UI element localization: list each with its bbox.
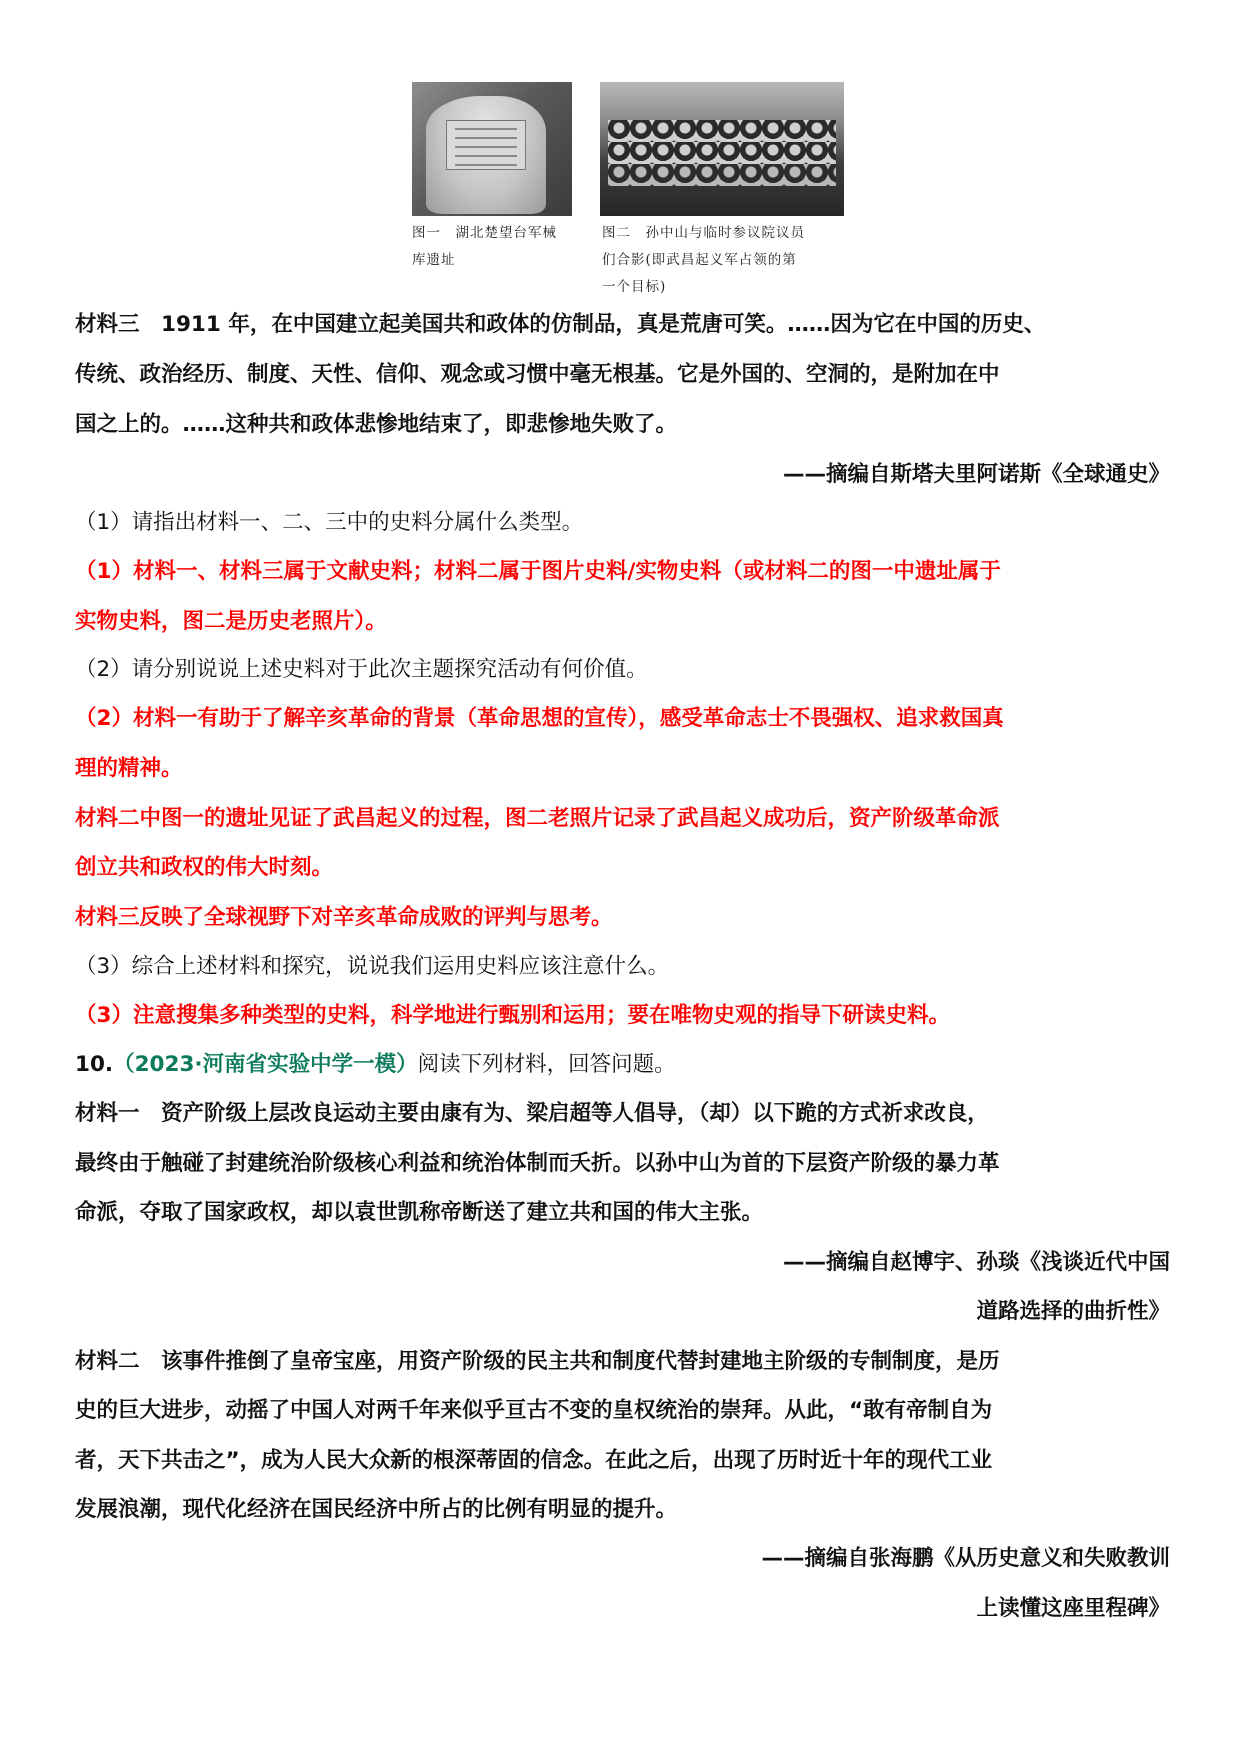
q1-answer-line1: （1）材料一、材料三属于文献史料；材料二属于图片史料/实物史料（或材料二的图一中遗址属于 xyxy=(75,559,1001,584)
monument-plaque xyxy=(446,120,526,170)
material3-line1: 材料三 1911 年，在中国建立起美国共和政体的仿制品，真是荒唐可笑。……因为它在中国的历史、 xyxy=(75,312,1046,337)
group-photo xyxy=(600,82,844,216)
q2-question: （2）请分别说说上述史料对于此次主题探究活动有何价值。 xyxy=(75,657,648,682)
q10-m1-line3: 命派，夺取了国家政权，却以袁世凯称帝断送了建立共和国的伟大主张。 xyxy=(75,1200,764,1225)
material3-source: ——摘编自斯塔夫里阿诺斯《全球通史》 xyxy=(782,462,1170,487)
q2-answer-line5: 材料三反映了全球视野下对辛亥革命成败的评判与思考。 xyxy=(75,905,613,930)
material3-line2: 传统、政治经历、制度、天性、信仰、观念或习惯中毫无根基。它是外国的、空洞的，是附加在中 xyxy=(75,362,1000,387)
q10-m2-source1: ——摘编自张海鹏《从历史意义和失败教训 xyxy=(761,1546,1170,1571)
q1-answer-line2: 实物史料，图二是历史老照片）。 xyxy=(75,609,387,634)
figures-block xyxy=(412,82,848,302)
q10-source-tag: （2023·河南省实验中学一模） xyxy=(113,1052,418,1077)
material3-line3: 国之上的。……这种共和政体悲惨地结束了，即悲惨地失败了。 xyxy=(75,412,678,437)
q1-question: （1）请指出材料一、二、三中的史料分属什么类型。 xyxy=(75,510,584,535)
q2-answer-line1: （2）材料一有助于了解辛亥革命的背景（革命思想的宣传），感受革命志士不畏强权、追求救国真 xyxy=(75,706,1004,731)
q10-prompt: 阅读下列材料，回答问题。 xyxy=(417,1052,676,1077)
q10-m2-line1: 材料二 该事件推倒了皇帝宝座，用资产阶级的民主共和制度代替封建地主阶级的专制制度，是历 xyxy=(75,1349,1000,1374)
q10-m2-line2: 史的巨大进步，动摇了中国人对两千年来似乎亘古不变的皇权统治的崇拜。从此，“敢有帝制自为 xyxy=(75,1398,993,1423)
q2-answer-line3: 材料二中图一的遗址见证了武昌起义的过程，图二老照片记录了武昌起义成功后，资产阶级革命派 xyxy=(75,806,1000,831)
q10-m1-source2: 道路选择的曲折性》 xyxy=(976,1299,1170,1324)
q10-m2-line4: 发展浪潮，现代化经济在国民经济中所占的比例有明显的提升。 xyxy=(75,1497,678,1522)
q3-question: （3）综合上述材料和探究，说说我们运用史料应该注意什么。 xyxy=(75,954,670,979)
armory-site-photo xyxy=(412,82,572,216)
fig2-caption: 图二 孙中山与临时参议院议员 们合影(即武昌起义军占领的第 一个目标) xyxy=(602,225,805,295)
fig1-caption: 图一 湖北楚望台军械 库遗址 xyxy=(412,225,557,268)
q10-m2-line3: 者，天下共击之”，成为人民大众新的根深蒂固的信念。在此之后，出现了历时近十年的现代工业 xyxy=(75,1448,993,1473)
q2-answer-line2: 理的精神。 xyxy=(75,756,183,781)
q10-m1-line2: 最终由于触碰了封建统治阶级核心利益和统治体制而夭折。以孙中山为首的下层资产阶级的暴力革 xyxy=(75,1151,1000,1176)
q10-number: 10. xyxy=(75,1052,114,1077)
q10-m1-line1: 材料一 资产阶级上层改良运动主要由康有为、梁启超等人倡导，（却）以下跪的方式祈求改良， xyxy=(75,1101,989,1126)
q10-header xyxy=(75,1040,1170,1090)
q10-m1-source1: ——摘编自赵博宇、孙琰《浅谈近代中国 xyxy=(782,1250,1170,1275)
q3-answer: （3）注意搜集多种类型的史料，科学地进行甄别和运用；要在唯物史观的指导下研读史料。 xyxy=(75,1003,950,1028)
q10-m2-source2: 上读懂这座里程碑》 xyxy=(976,1596,1170,1621)
q2-answer-line4: 创立共和政权的伟大时刻。 xyxy=(75,855,334,880)
